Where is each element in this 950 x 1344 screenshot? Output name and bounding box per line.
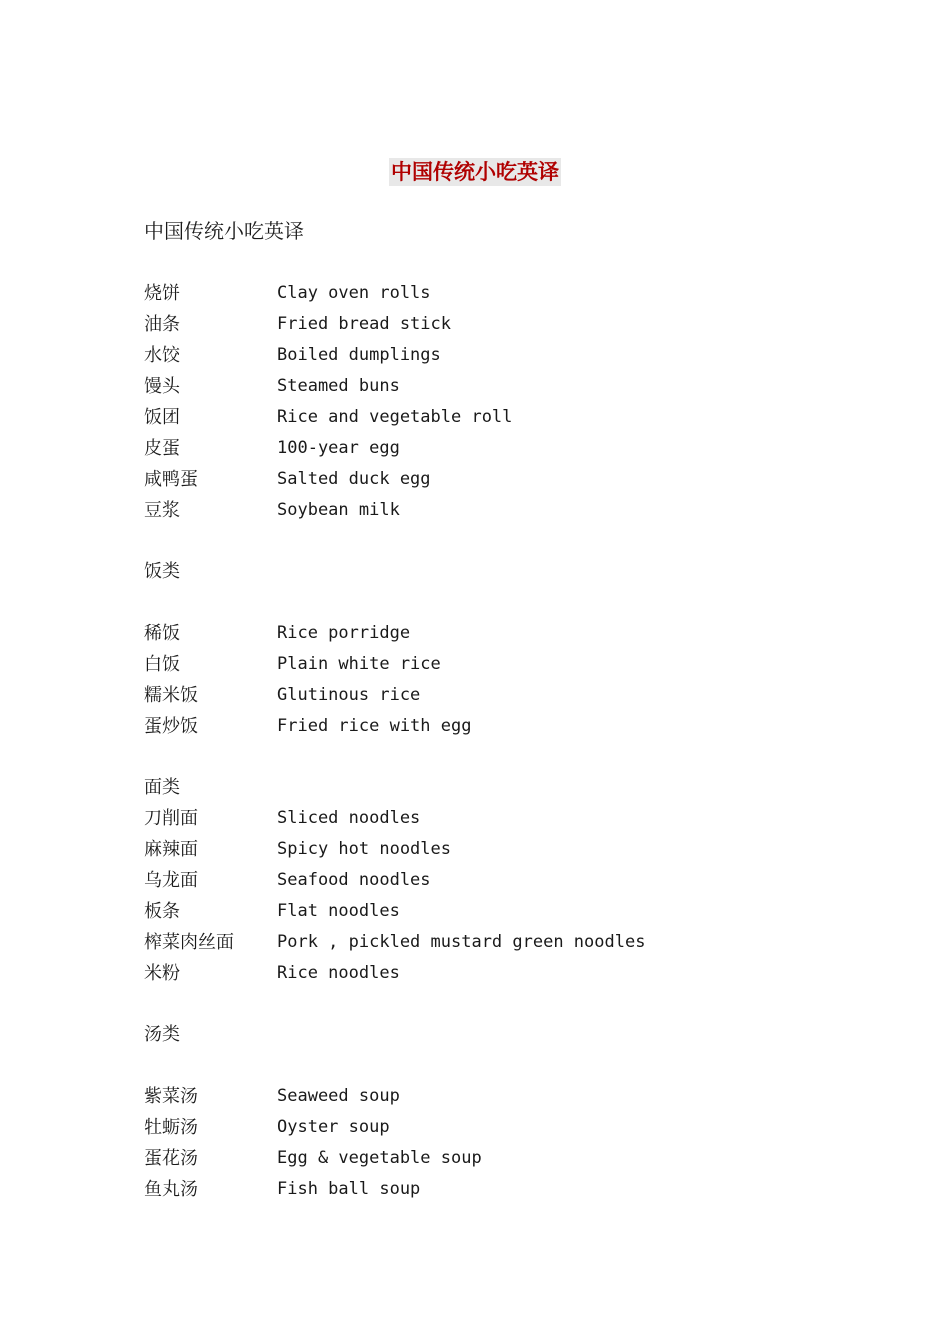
snacks-section [144, 278, 844, 526]
chinese-term: 皮蛋 [144, 438, 180, 459]
english-translation: Sliced noodles [277, 808, 421, 828]
noodles-section [144, 772, 844, 989]
list-item [144, 1174, 844, 1205]
chinese-term: 麻辣面 [144, 839, 198, 860]
chinese-term: 豆浆 [144, 500, 180, 521]
chinese-term: 榨菜肉丝面 [144, 932, 234, 953]
chinese-term: 馒头 [144, 376, 180, 397]
list-item [144, 680, 844, 711]
list-item [144, 278, 844, 309]
english-translation: Boiled dumplings [277, 345, 441, 365]
english-translation: Glutinous rice [277, 685, 421, 705]
list-item [144, 1081, 844, 1112]
page-title-container [0, 158, 950, 186]
list-item [144, 464, 844, 495]
chinese-term: 牡蛎汤 [144, 1117, 198, 1138]
list-item [144, 834, 844, 865]
english-translation: Oyster soup [277, 1117, 390, 1137]
chinese-term: 水饺 [144, 345, 180, 366]
section-heading-soup: 汤类 [144, 1024, 180, 1045]
english-translation: Fish ball soup [277, 1179, 421, 1199]
list-item [144, 1112, 844, 1143]
chinese-term: 蛋花汤 [144, 1148, 198, 1169]
english-translation: Steamed buns [277, 376, 400, 396]
soup-section [144, 1019, 844, 1205]
english-translation: Salted duck egg [277, 469, 431, 489]
page-title: 中国传统小吃英译 [391, 160, 559, 184]
english-translation: Soybean milk [277, 500, 400, 520]
list-item [144, 1143, 844, 1174]
chinese-term: 板条 [144, 901, 180, 922]
chinese-term: 刀削面 [144, 808, 198, 829]
section-heading-rice: 饭类 [144, 561, 180, 582]
chinese-term: 糯米饭 [144, 685, 198, 706]
chinese-term: 米粉 [144, 963, 180, 984]
english-translation: Fried bread stick [277, 314, 451, 334]
english-translation: Seaweed soup [277, 1086, 400, 1106]
list-item [144, 896, 844, 927]
list-item [144, 927, 844, 958]
chinese-term: 白饭 [144, 654, 180, 675]
chinese-term: 紫菜汤 [144, 1086, 198, 1107]
chinese-term: 鱼丸汤 [144, 1179, 198, 1200]
english-translation: 100-year egg [277, 438, 400, 458]
english-translation: Rice porridge [277, 623, 411, 643]
list-item [144, 711, 844, 742]
english-translation: Flat noodles [277, 901, 400, 921]
section-heading-noodles: 面类 [144, 777, 180, 798]
list-item [144, 309, 844, 340]
english-translation: Fried rice with egg [277, 716, 472, 736]
list-item [144, 865, 844, 896]
english-translation: Clay oven rolls [277, 283, 431, 303]
english-translation: Pork , pickled mustard green noodles [277, 932, 646, 952]
english-translation: Plain white rice [277, 654, 441, 674]
english-translation: Spicy hot noodles [277, 839, 451, 859]
english-translation: Rice noodles [277, 963, 400, 983]
list-item [144, 495, 844, 526]
english-translation: Seafood noodles [277, 870, 431, 890]
chinese-term: 油条 [144, 314, 180, 335]
chinese-term: 蛋炒饭 [144, 716, 198, 737]
chinese-term: 稀饭 [144, 623, 180, 644]
list-item [144, 803, 844, 834]
english-translation: Rice and vegetable roll [277, 407, 513, 427]
chinese-term: 烧饼 [144, 283, 180, 304]
chinese-term: 饭团 [144, 407, 180, 428]
rice-section [144, 556, 844, 742]
chinese-term: 咸鸭蛋 [144, 469, 198, 490]
list-item [144, 958, 844, 989]
list-item [144, 433, 844, 464]
english-translation: Egg & vegetable soup [277, 1148, 482, 1168]
list-item [144, 402, 844, 433]
chinese-term: 乌龙面 [144, 870, 198, 891]
list-item [144, 371, 844, 402]
document-subtitle: 中国传统小吃英译 [144, 219, 304, 243]
list-item [144, 340, 844, 371]
list-item [144, 649, 844, 680]
list-item [144, 618, 844, 649]
